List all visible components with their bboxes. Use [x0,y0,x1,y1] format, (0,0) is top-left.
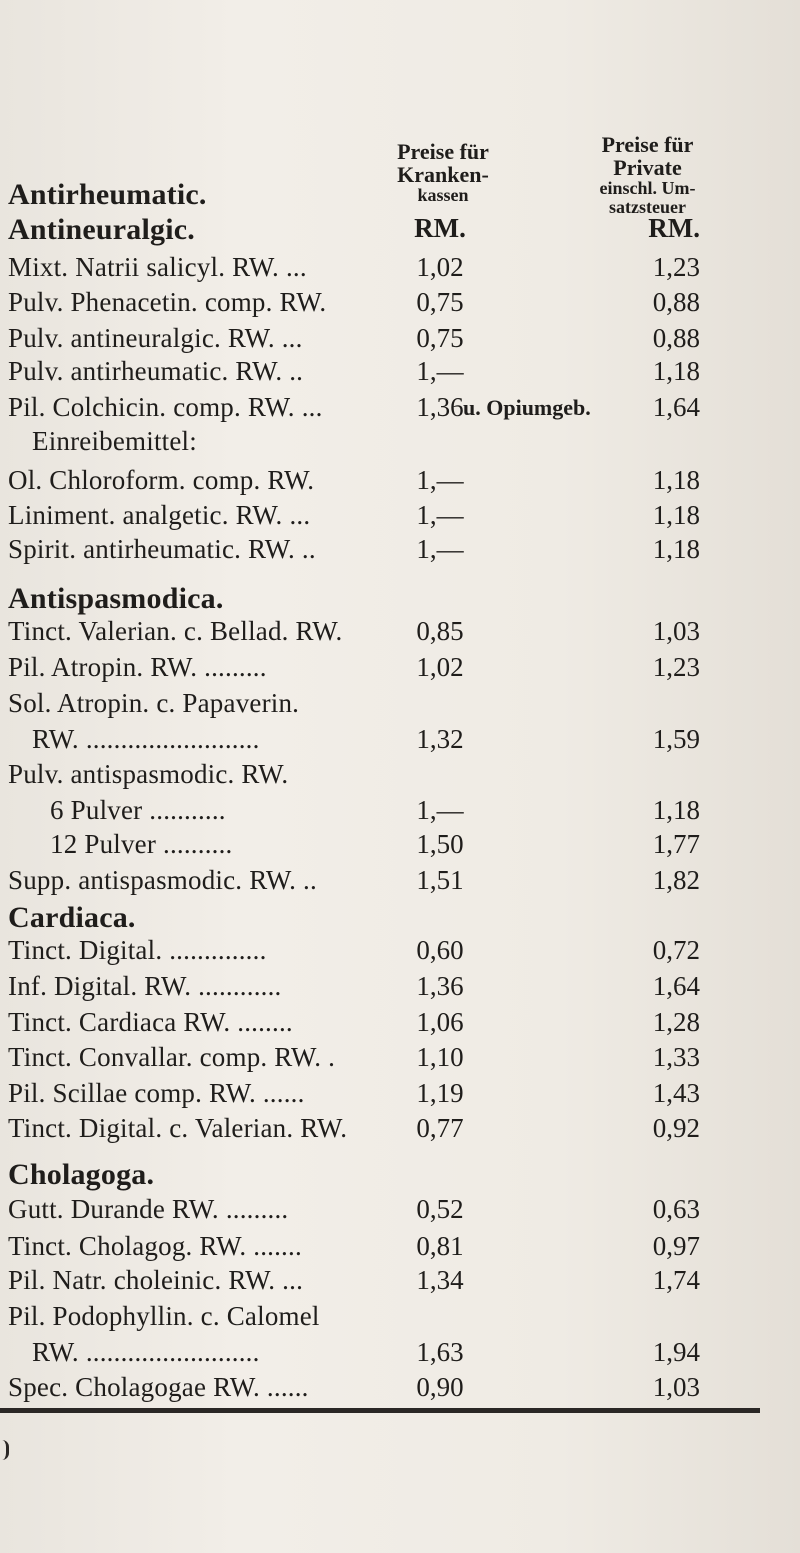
price-kassen: 0,60 [416,935,464,966]
price-kassen: 1,— [416,794,464,825]
price-row [0,1158,800,1198]
row-label: Tinct. Convallar. comp. RW. . [8,1042,336,1073]
price-row [0,287,800,327]
price-kassen: 1,19 [416,1077,464,1108]
price-private: RM. [648,213,700,244]
price-row [0,426,800,466]
price-private: 1,77 [652,829,700,860]
row-label: Pulv. antineuralgic. RW. ... [8,322,303,353]
row-label: Mixt. Natrii salicyl. RW. ... [8,252,307,283]
price-kassen: 1,63 [416,1336,464,1367]
price-kassen: RM. [414,213,466,244]
price-row [0,1007,800,1047]
price-row [0,865,800,905]
price-private: 1,18 [652,465,700,496]
row-label: Antispasmodica. [8,581,224,615]
price-row [0,1113,800,1153]
price-row [0,1301,800,1341]
price-private: 1,18 [652,355,700,386]
price-private: 1,82 [652,864,700,895]
price-row [0,178,800,218]
row-label: Spirit. antirheumatic. RW. .. [8,534,316,565]
price-private: 1,23 [652,652,700,683]
price-row [0,1337,800,1377]
row-label: Pulv. antirheumatic. RW. .. [8,355,304,386]
row-label: RW. ......................... [32,724,260,755]
price-row [0,1194,800,1234]
row-label: Tinct. Cardiaca RW. ........ [8,1007,293,1038]
row-label: Tinct. Cholagog. RW. ....... [8,1230,302,1261]
row-label: Pulv. Phenacetin. comp. RW. [8,286,327,317]
price-row [0,759,800,799]
row-label: Liniment. analgetic. RW. ... [8,499,311,530]
price-private: 1,74 [652,1265,700,1296]
row-label: Pulv. antispasmodic. RW. [8,758,289,789]
price-kassen: 1,— [416,499,464,530]
price-private: 1,18 [652,794,700,825]
header-private-line3: einschl. Um- [599,178,696,199]
price-kassen: 1,02 [416,652,464,683]
price-kassen: 0,81 [416,1230,464,1261]
price-kassen: 1,02 [416,252,464,283]
price-private: 1,64 [652,391,700,422]
price-row [0,971,800,1011]
row-label: RW. ......................... [32,1336,260,1367]
price-private: 1,23 [652,252,700,283]
bottom-rule [0,1408,760,1413]
header-private-line2: Private [613,155,682,181]
price-private: 1,59 [652,724,700,755]
price-note: u. Opiumgeb. [463,394,591,420]
price-row [0,356,800,396]
price-kassen: 0,77 [416,1113,464,1144]
page-edge-mark [2,1440,9,1460]
price-kassen: 1,— [416,534,464,565]
price-private: 0,97 [652,1230,700,1261]
price-private: 1,43 [652,1077,700,1108]
price-private: 1,03 [652,616,700,647]
row-label: Spec. Cholagogae RW. ...... [8,1372,309,1402]
price-row [0,652,800,692]
header-kassen-line1: Preise für [397,139,489,164]
row-label: Tinct. Digital. .............. [8,935,267,966]
header-kassen-line2: Kranken- [397,162,489,188]
row-label: 6 Pulver ........... [50,794,226,825]
header-private-line4: satzsteuer [609,197,686,218]
price-kassen: 1,06 [416,1007,464,1038]
row-label: Pil. Natr. choleinic. RW. ... [8,1265,304,1296]
price-row [0,688,800,728]
price-private: 0,92 [652,1113,700,1144]
price-kassen: 1,32 [416,724,464,755]
price-private: 0,72 [652,935,700,966]
row-label: Antirheumatic. [8,178,207,211]
price-kassen: 1,36 [416,391,464,422]
price-kassen: 0,52 [416,1194,464,1225]
price-kassen: 1,36 [416,970,464,1001]
row-label: Sol. Atropin. c. Papaverin. [8,687,300,718]
price-private: 1,94 [652,1336,700,1367]
row-label: Gutt. Durande RW. ......... [8,1194,289,1225]
price-kassen: 1,50 [416,829,464,860]
price-private: 1,28 [652,1007,700,1038]
row-label: Ol. Chloroform. comp. RW. [8,465,315,496]
row-label: 12 Pulver .......... [50,829,233,860]
price-kassen: 1,— [416,465,464,496]
price-private: 1,64 [652,970,700,1001]
header-kassen-line3: kassen [417,185,469,206]
row-label: Cholagoga. [8,1158,155,1192]
price-private: 0,88 [652,286,700,317]
row-label: Antineuralgic. [8,213,195,247]
row-label: Pil. Colchicin. comp. RW. ... [8,391,323,422]
price-row [0,935,800,975]
price-private: 1,18 [652,534,700,565]
price-kassen: 0,75 [416,322,464,353]
price-kassen: 1,10 [416,1042,464,1073]
price-row [0,1265,800,1305]
row-label: Cardiaca. [8,900,136,934]
price-row [0,1372,800,1412]
price-row [0,213,800,253]
row-label: Inf. Digital. RW. ............ [8,970,282,1001]
row-label: Tinct. Valerian. c. Bellad. RW. [8,616,343,647]
price-private: 1,33 [652,1042,700,1073]
price-row [0,534,800,574]
price-row [0,1078,800,1118]
row-label: Tinct. Digital. c. Valerian. RW. [8,1113,348,1144]
price-private: 1,18 [652,499,700,530]
row-label: Pil. Scillae comp. RW. ...... [8,1077,305,1108]
price-private: 1,03 [652,1372,700,1402]
row-label: Pil. Atropin. RW. ......... [8,652,267,683]
price-row [0,829,800,869]
price-kassen: 1,51 [416,864,464,895]
header-private-line1: Preise für [601,132,694,157]
price-kassen: 1,34 [416,1265,464,1296]
price-kassen: 0,90 [416,1372,464,1402]
price-kassen: 0,75 [416,286,464,317]
price-private: 0,88 [652,322,700,353]
row-label: Pil. Podophyllin. c. Calomel [8,1301,320,1332]
row-label: Supp. antispasmodic. RW. .. [8,864,317,895]
price-kassen: 0,85 [416,616,464,647]
price-kassen: 1,— [416,355,464,386]
price-row [0,1042,800,1082]
price-private: 0,63 [652,1194,700,1225]
row-label: Einreibemittel: [32,426,197,457]
price-row [0,616,800,656]
